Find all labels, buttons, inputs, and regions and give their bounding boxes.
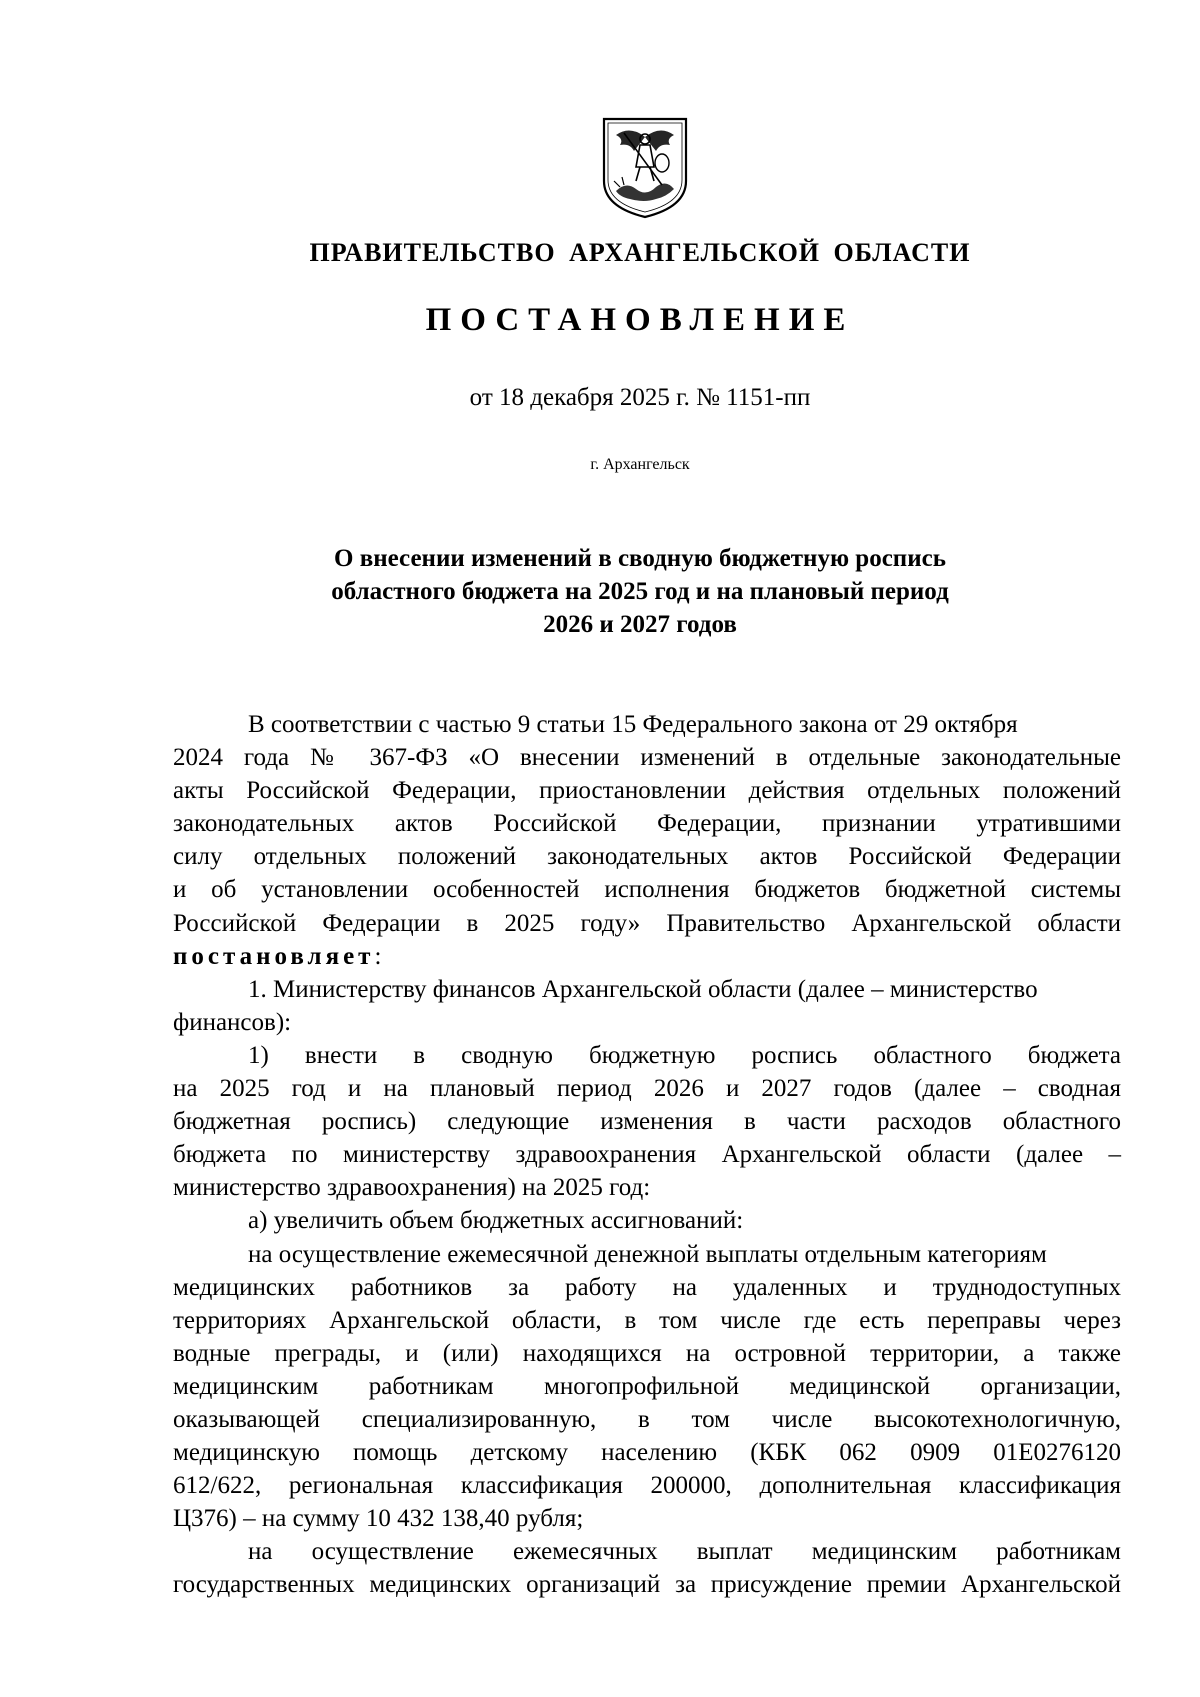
- document-body: [173, 708, 1121, 1602]
- subject-line: областного бюджета на 2025 год и на плановый период: [331, 578, 949, 605]
- body-line: и об установлении особенностей исполнения бюджетов бюджетной системы: [173, 876, 1121, 904]
- body-line: акты Российской Федерации, приостановлении действия отдельных положений: [173, 777, 1121, 805]
- resolves-colon: :: [374, 942, 382, 970]
- body-line: на осуществление ежемесячной денежной выплаты отдельным категориям: [248, 1240, 1047, 1268]
- body-line: 612/622, региональная классификация 200000, дополнительная классификация: [173, 1472, 1121, 1500]
- document-subject: [200, 542, 1080, 641]
- body-line: оказывающей специализированную, в том числе высокотехнологичную,: [173, 1405, 1121, 1433]
- body-line: 1) внести в сводную бюджетную роспись областного бюджета: [248, 1041, 1121, 1069]
- document-type: ПОСТАНОВЛЕНИЕ: [425, 302, 855, 338]
- government-title: ПРАВИТЕЛЬСТВО АРХАНГЕЛЬСКОЙ ОБЛАСТИ: [309, 238, 971, 267]
- subject-line: О внесении изменений в сводную бюджетную роспись: [334, 545, 946, 572]
- body-line: территориях Архангельской области, в том числе где есть переправы через: [173, 1306, 1121, 1334]
- resolves-word: постановляет: [173, 942, 375, 970]
- subject-line: 2026 и 2027 годов: [543, 611, 737, 638]
- body-line: водные преграды, и (или) находящихся на островной территории, а также: [173, 1339, 1121, 1367]
- body-line: на 2025 год и на плановый период 2026 и 2027 годов (далее – сводная: [173, 1075, 1121, 1103]
- body-line: медицинским работникам многопрофильной медицинской организации,: [173, 1372, 1121, 1400]
- body-line: силу отдельных положений законодательных актов Российской Федерации: [173, 843, 1121, 871]
- body-line: 2024 года № 367-ФЗ «О внесении изменений в отдельные законодательные: [173, 744, 1121, 772]
- body-line: медицинскую помощь детскому населению (КБК 062 0909 01Е0276120: [173, 1439, 1121, 1467]
- body-line: финансов):: [173, 1008, 292, 1036]
- body-line: законодательных актов Российской Федерации, признании утратившими: [173, 810, 1121, 838]
- document-city: г. Архангельск: [590, 456, 690, 473]
- body-line: 1. Министерству финансов Архангельской области (далее – министерство: [248, 975, 1038, 1003]
- body-line: бюджетная роспись) следующие изменения в части расходов областного: [173, 1108, 1121, 1136]
- body-line: а) увеличить объем бюджетных ассигнований:: [248, 1207, 744, 1235]
- body-line: Российской Федерации в 2025 году» Правительство Архангельской области: [173, 909, 1121, 937]
- body-line: государственных медицинских организаций за присуждение премии Архангельской: [173, 1571, 1121, 1599]
- body-line-resolves: [173, 940, 1121, 973]
- body-line: бюджета по министерству здравоохранения Архангельской области (далее –: [173, 1141, 1121, 1169]
- document-date-number: от 18 декабря 2025 г. № 1151-пп: [469, 384, 811, 411]
- body-line: Ц376) – на сумму 10 432 138,40 рубля;: [173, 1505, 584, 1533]
- body-line: на осуществление ежемесячных выплат медицинским работникам: [248, 1538, 1121, 1566]
- coat-of-arms-emblem: [600, 115, 690, 219]
- body-line: медицинских работников за работу на удаленных и труднодоступных: [173, 1273, 1121, 1301]
- body-line: министерство здравоохранения) на 2025 год:: [173, 1174, 651, 1202]
- body-line: В соответствии с частью 9 статьи 15 Федерального закона от 29 октября: [248, 711, 1018, 738]
